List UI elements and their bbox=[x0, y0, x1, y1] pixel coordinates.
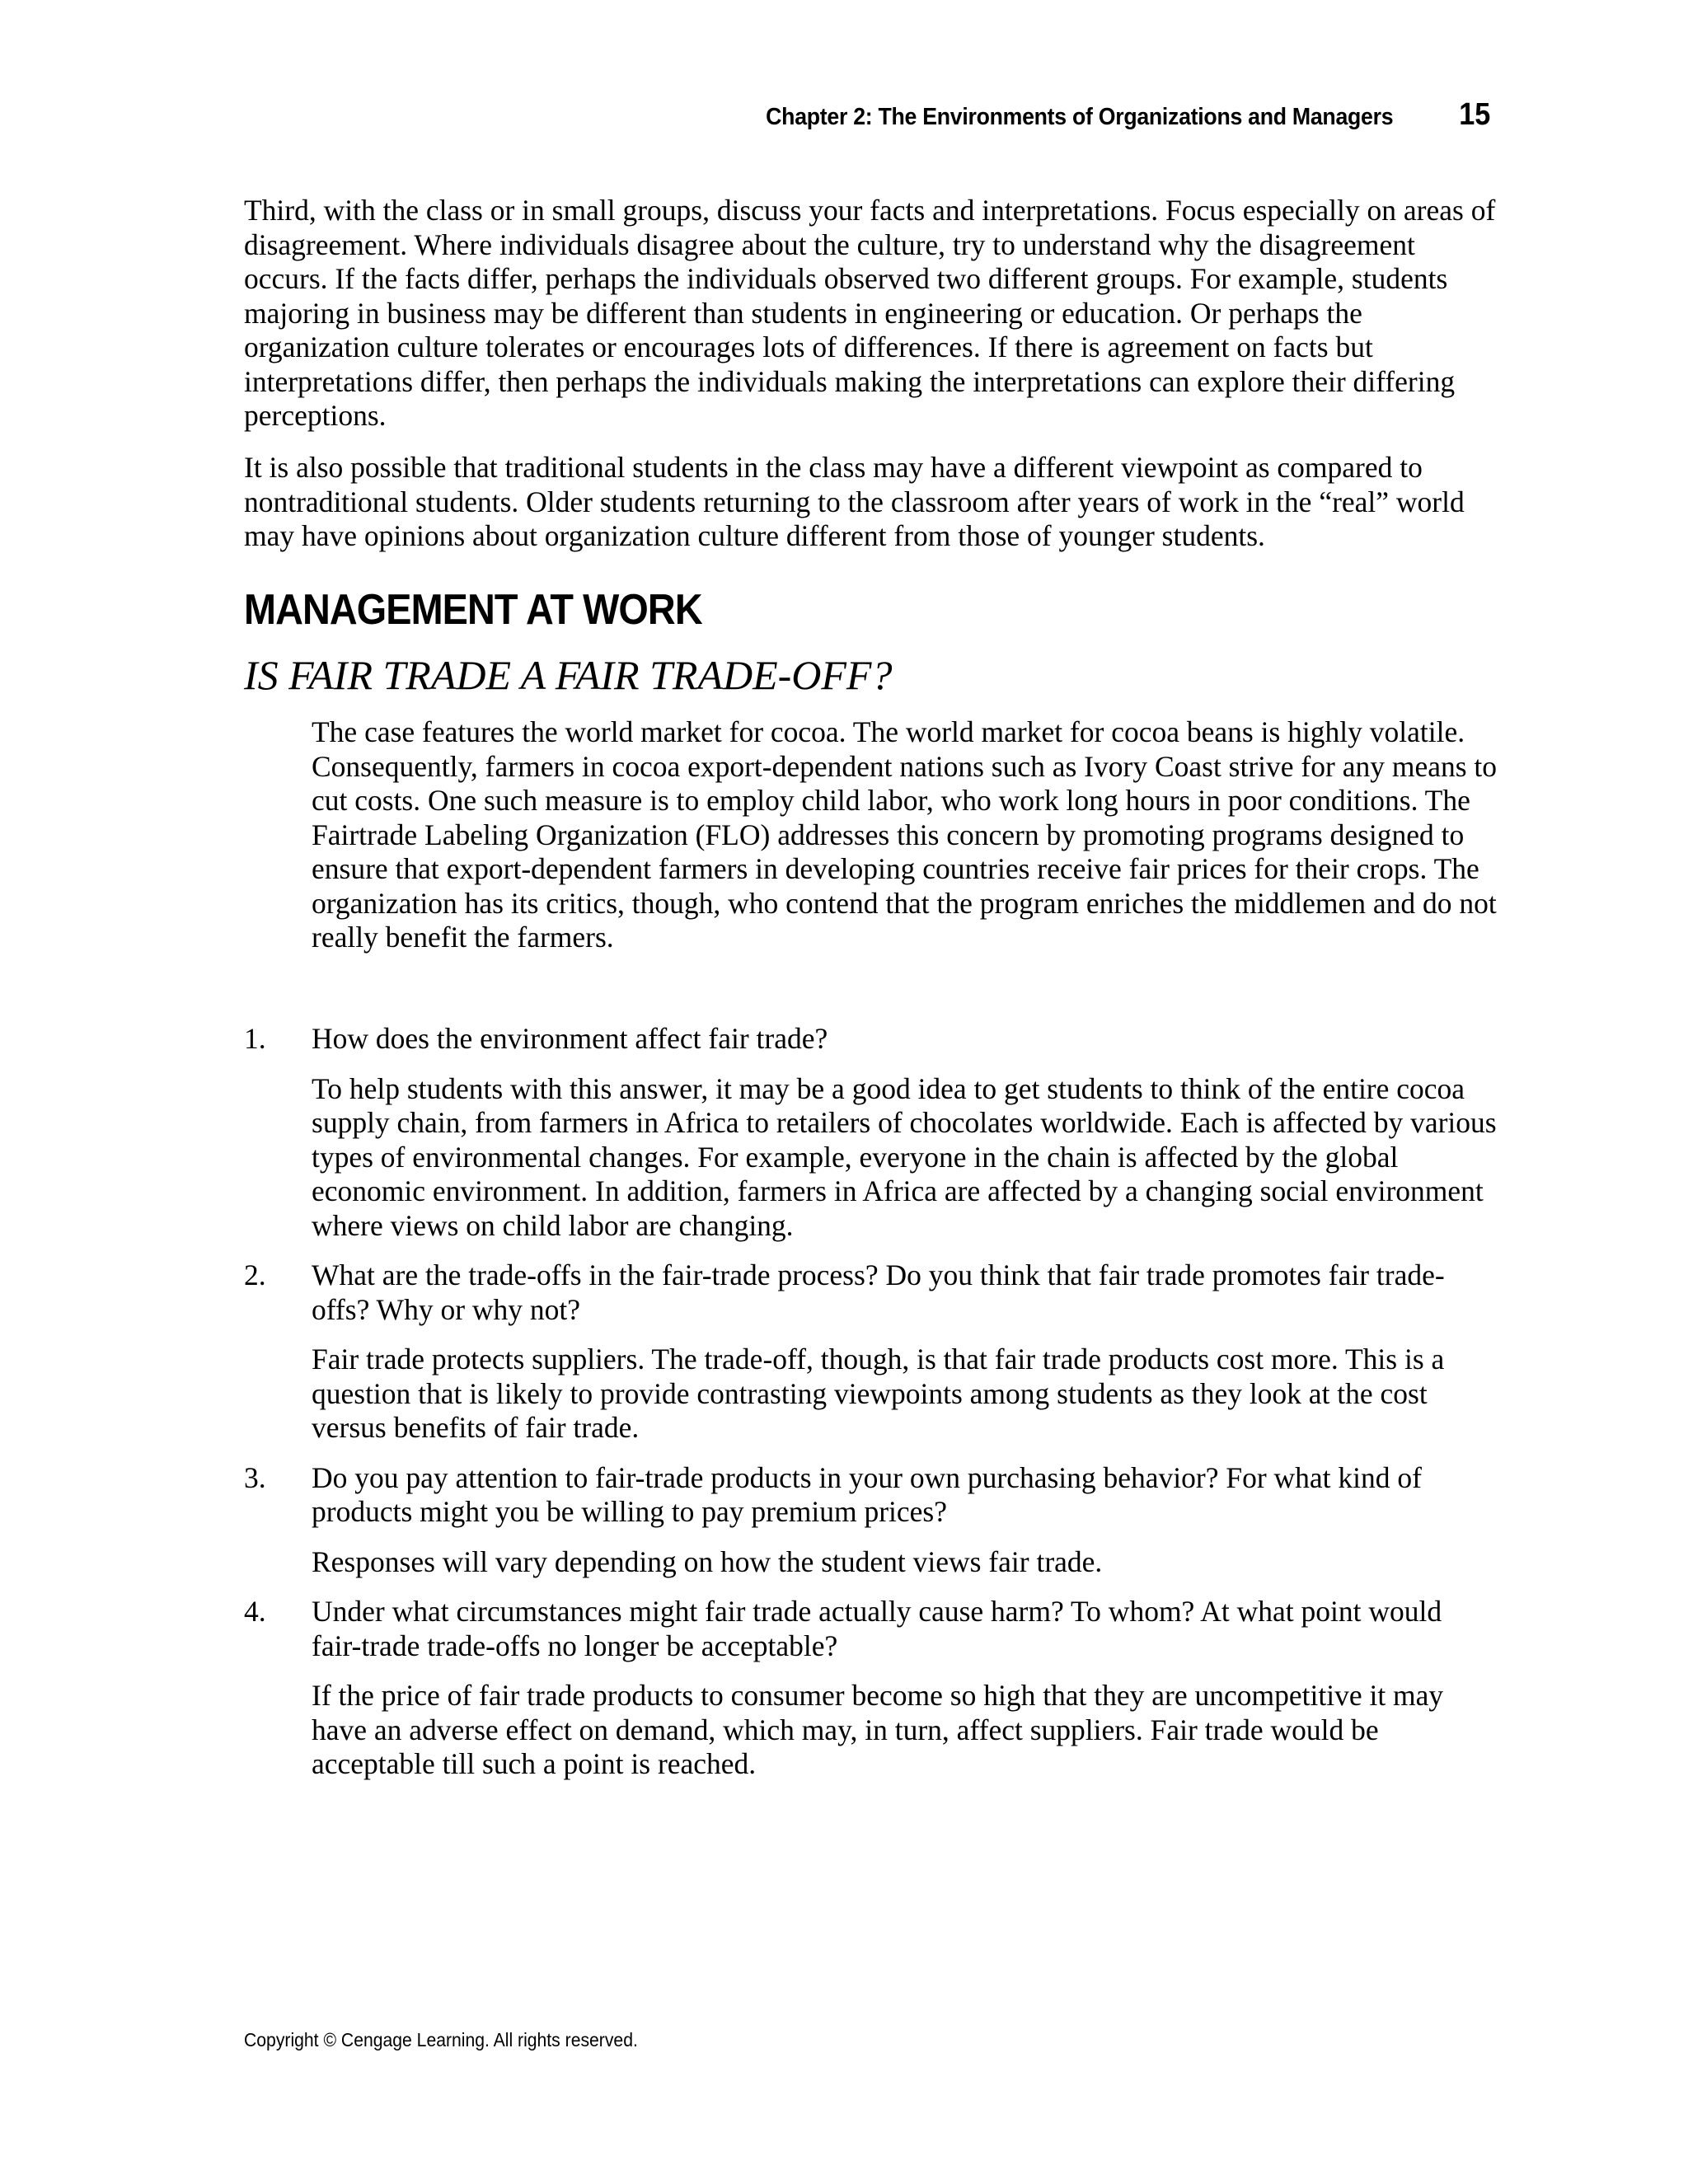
page-header bbox=[244, 97, 1490, 138]
question-answer: Fair trade protects suppliers. The trade-off, though, is that fair trade products cost more. This is a question that is likely to provide contrasting viewpoints among students as they look at the cost versus benefits of fair trade. bbox=[312, 1343, 1445, 1444]
question-list bbox=[244, 1022, 1498, 1797]
case-title: IS FAIR TRADE A FAIR TRADE-OFF? bbox=[244, 652, 893, 698]
question-item-2 bbox=[244, 1258, 1498, 1446]
question-item-4 bbox=[244, 1595, 1498, 1782]
question-text: What are the trade-offs in the fair-trade process? Do you think that fair trade promotes fair trade-offs? Why or why not? bbox=[312, 1258, 1445, 1326]
question-number: 4. bbox=[244, 1595, 266, 1628]
case-summary: The case features the world market for cocoa. The world market for cocoa beans is highly volatile. Consequently, farmers in cocoa export-dependent nations such as Ivory Coast strive for any means to cut costs. One such measure is to employ child labor, who work long hours in poor conditions. The Fairtrade Labeling Organization (FLO) addresses this concern by promoting programs designed to ensure that export-dependent farmers in developing countries receive fair prices for their crops. The organization has its critics, though, who contend that the program enriches the middlemen and do not really benefit the farmers. bbox=[312, 715, 1498, 954]
intro-paragraph-2: It is also possible that traditional students in the class may have a different viewpoint as compared to nontraditional students. Older students returning to the classroom after years of work in the “real” world may have opinions about organization culture different from those of younger students. bbox=[244, 451, 1465, 552]
question-answer: If the price of fair trade products to consumer become so high that they are uncompetitive it may have an adverse effect on demand, which may, in turn, affect suppliers. Fair trade would be acceptable till such a point is reached. bbox=[312, 1679, 1444, 1780]
question-number: 1. bbox=[244, 1022, 266, 1055]
question-answer: Responses will vary depending on how the student views fair trade. bbox=[312, 1544, 1103, 1578]
question-answer: To help students with this answer, it may be a good idea to get students to think of the entire cocoa supply chain, from farmers in Africa to retailers of chocolates worldwide. Each is affected by various types of environmental changes. For example, everyone in the chain is affected by the global economic environment. In addition, farmers in Africa are affected by a changing social environment where views on child labor are changing. bbox=[312, 1071, 1497, 1242]
question-text: How does the environment affect fair trade? bbox=[312, 1022, 828, 1055]
question-text: Under what circumstances might fair trade actually cause harm? To whom? At what point would fair-trade trade-offs no longer be acceptable? bbox=[312, 1595, 1442, 1662]
question-item-3 bbox=[244, 1461, 1498, 1580]
chapter-title: Chapter 2: The Environments of Organizations and Managers bbox=[765, 104, 1393, 130]
section-heading: MANAGEMENT AT WORK bbox=[244, 586, 702, 634]
copyright-footer: Copyright © Cengage Learning. All rights reserved. bbox=[244, 2029, 638, 2050]
question-number: 2. bbox=[244, 1258, 266, 1291]
page-number: 15 bbox=[1458, 97, 1490, 132]
question-text: Do you pay attention to fair-trade products in your own purchasing behavior? For what kind of products might you be willing to pay premium prices? bbox=[312, 1460, 1422, 1528]
question-item-1 bbox=[244, 1022, 1498, 1243]
question-number: 3. bbox=[244, 1460, 266, 1494]
intro-paragraph-1: Third, with the class or in small groups, discuss your facts and interpretations. Focus especially on areas of disagreement. Where individuals disagree about the culture, try to understand why the disagreement occurs. If the facts differ, perhaps the individuals observed two different groups. For example, students majoring in business may be different than students in engineering or education. Or perhaps the organization culture tolerates or encourages lots of differences. If there is agreement on facts but interpretations differ, then perhaps the individuals making the interpretations can explore their differing perceptions. bbox=[244, 194, 1496, 432]
